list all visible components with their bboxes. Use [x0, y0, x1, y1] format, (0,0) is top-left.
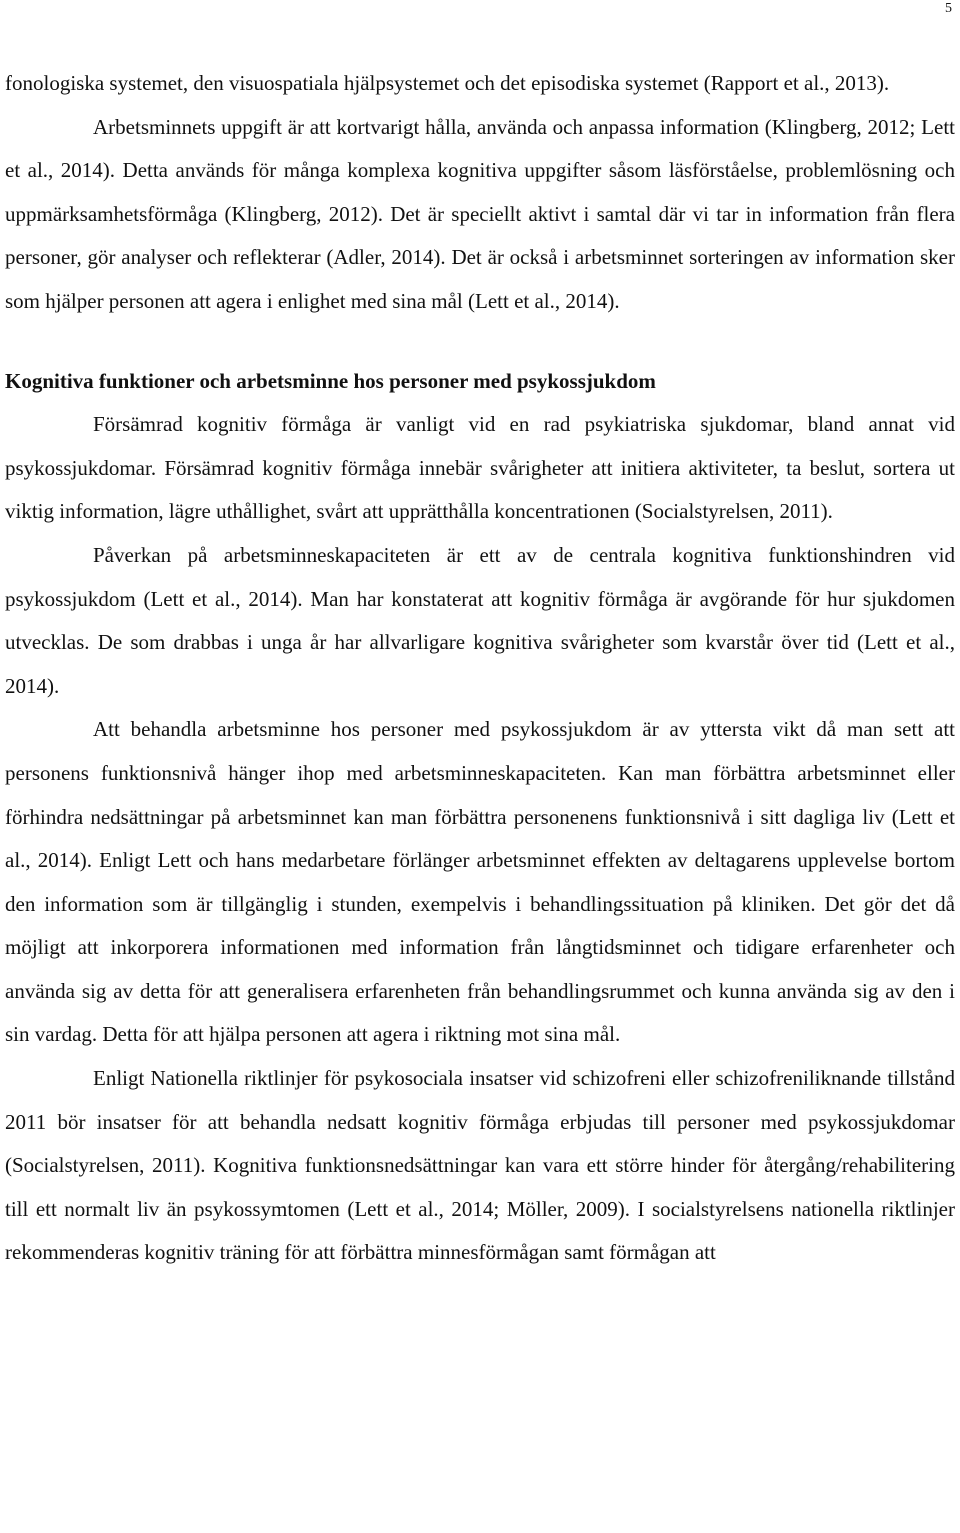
paragraph: fonologiska systemet, den visuospatiala hjälpsystemet och det episodiska systemet (Rapport et al., 2013).	[5, 71, 890, 95]
document-body	[5, 62, 955, 1275]
paragraph: Påverkan på arbetsminneskapaciteten är ett av de centrala kognitiva funktionshindren vid psykossjukdom (Lett et al., 2014). Man har konstaterat att kognitiv förmåga är avgörande för hur sjukdomen utvecklas. De som drabbas i unga år har allvarligare kognitiva svårigheter som kvarstår över tid (Lett et al., 2014).	[5, 542, 955, 698]
paragraph: Arbetsminnets uppgift är att kortvarigt hålla, använda och anpassa information (Klingberg, 2012; Lett et al., 2014). Detta används för många komplexa kognitiva uppgifter såsom läsförståelse, problemlösning och uppmärksamhetsförmåga (Klingberg, 2012). Det är speciellt aktivt i samtal där vi tar in information från flera personer, gör analyser och reflekterar (Adler, 2014). Det är också i arbetsminnet sorteringen av information sker som hjälper personen att agera i enlighet med sina mål (Lett et al., 2014).	[5, 114, 955, 313]
page-number: 5	[945, 1, 952, 16]
section-heading: Kognitiva funktioner och arbetsminne hos personer med psykossjukdom	[5, 368, 656, 393]
paragraph: Enligt Nationella riktlinjer för psykosociala insatser vid schizofreni eller schizofreniliknande tillstånd 2011 bör insatser för att behandla nedsatt kognitiv förmåga erbjudas till personer med psykossjukdomar (Socialstyrelsen, 2011). Kognitiva funktionsnedsättningar kan vara ett större hinder för återgång/rehabilitering till ett normalt liv än psykossymtomen (Lett et al., 2014; Möller, 2009). I socialstyrelsens nationella riktlinjer rekommenderas kognitiv träning för att förbättra minnesförmågan samt förmågan att	[5, 1066, 955, 1265]
paragraph: Försämrad kognitiv förmåga är vanligt vid en rad psykiatriska sjukdomar, bland annat vid psykossjukdomar. Försämrad kognitiv förmåga innebär svårigheter att initiera aktiviteter, ta beslut, sortera ut viktig information, lägre uthållighet, svårt att upprätthålla koncentrationen (Socialstyrelsen, 2011).	[5, 412, 955, 524]
paragraph: Att behandla arbetsminne hos personer med psykossjukdom är av yttersta vikt då man sett att personens funktionsnivå hänger ihop med arbetsminneskapaciteten. Kan man förbättra arbetsminnet eller förhindra nedsättningar på arbetsminnet kan man förbättra personenens funktionsnivå i sitt dagliga liv (Lett et al., 2014). Enligt Lett och hans medarbetare förlänger arbetsminnet effekten av deltagarens upplevelse bortom den information som är tillgänglig i stunden, exempelvis i behandlingssituation på kliniken. Det gör det då möjligt att inkorporera informationen med information från långtidsminnet och tidigare erfarenheter och använda sig av detta för att generalisera erfarenheten från behandlingsrummet och kunna använda sig av den i sin vardag. Detta för att hjälpa personen att agera i riktning mot sina mål.	[5, 717, 955, 1047]
